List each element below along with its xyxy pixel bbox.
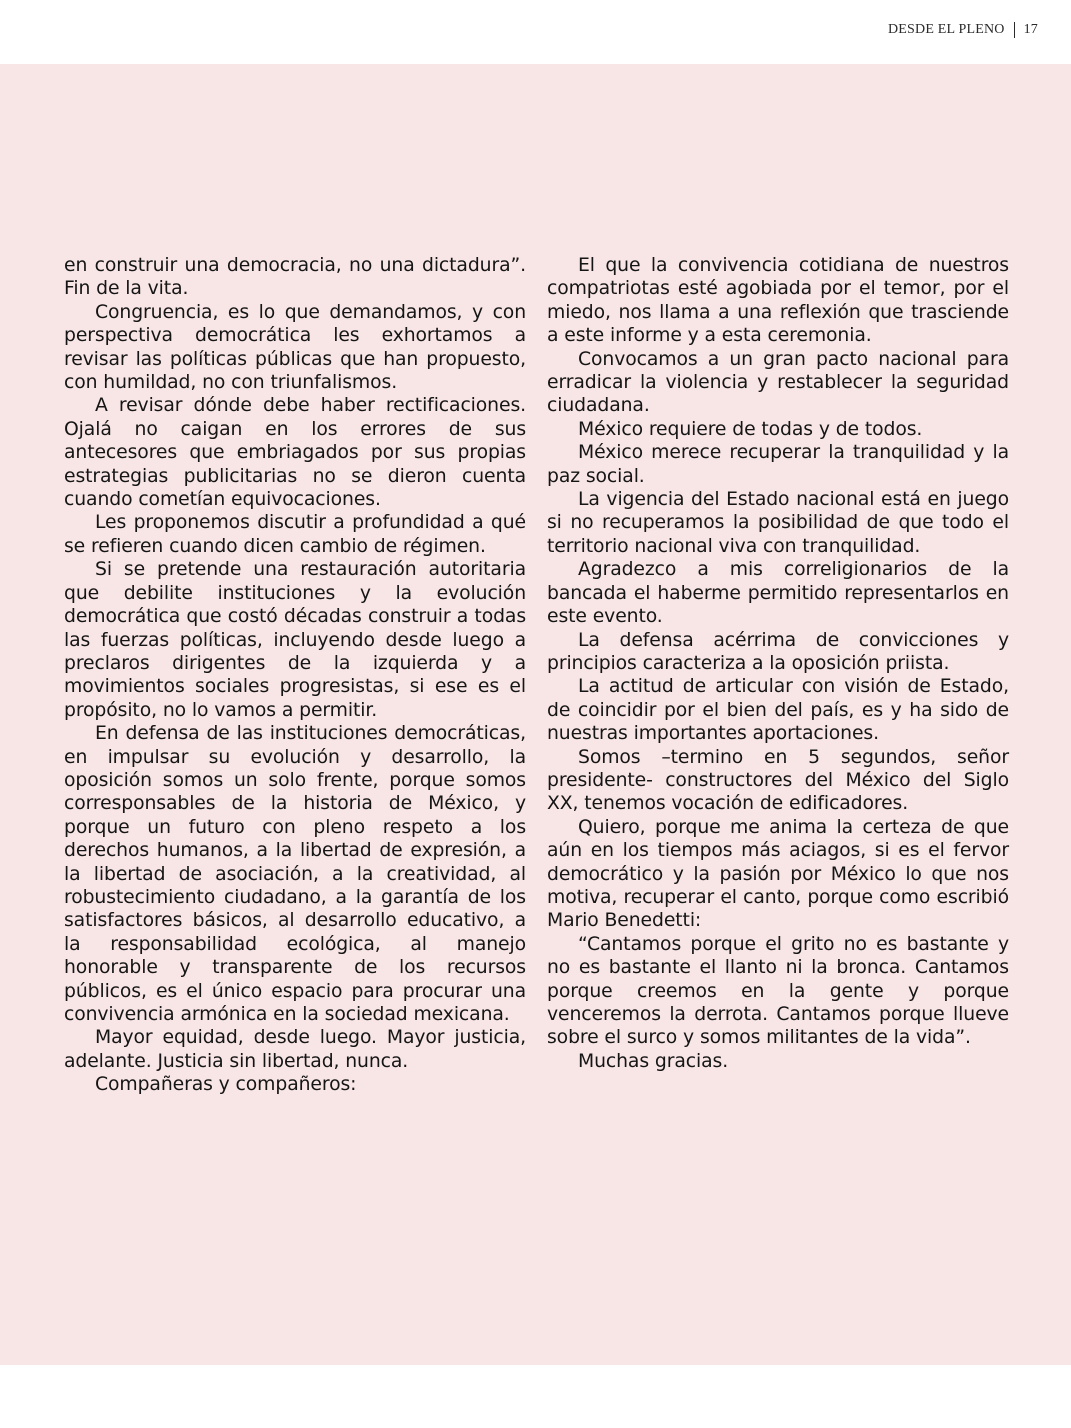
paragraph: Somos –termino en 5 segundos, señor presidente- constructores del México del Siglo XX, tenemos vocación de edificadores. xyxy=(547,746,1009,815)
paragraph: Convocamos a un gran pacto nacional para erradicar la violencia y restablecer la seguridad ciudadana. xyxy=(547,348,1009,417)
paragraph: en construir una democracia, no una dictadura”. Fin de la vita. xyxy=(64,255,526,300)
page-number: 17 xyxy=(1023,22,1038,37)
paragraph: Si se pretende una restauración autoritaria que debilite instituciones y la evolución democrática que costó décadas construir a todas las fuerzas políticas, incluyendo desde luego a preclaros dirigentes de la izquierda y a movimientos sociales progresistas, si ese es el propósito, no lo vamos a permitir. xyxy=(64,559,526,721)
paragraph: Muchas gracias. xyxy=(578,1050,729,1072)
paragraph: En defensa de las instituciones democráticas, en impulsar su evolución y desarrollo, la oposición somos un solo frente, porque somos corresponsables de la historia de México, y porque un futuro con pleno respeto a los derechos humanos, a la libertad de expresión, a la libertad de asociación, a la creatividad, al robustecimiento ciudadano, a la garantía de los satisfactores básicos, al desarrollo educativo, a la responsabilidad ecológica, al manejo honorable y transparente de los recursos públicos, es el único espacio para procurar una convivencia armónica en la sociedad mexicana. xyxy=(64,723,526,1025)
left-column xyxy=(64,254,526,1097)
paragraph: México requiere de todas y de todos. xyxy=(578,418,923,440)
paragraph: El que la convivencia cotidiana de nuestros compatriotas esté agobiada por el temor, por el miedo, nos llama a una reflexión que trasciende a este informe y a esta ceremonia. xyxy=(547,255,1009,347)
right-column xyxy=(547,254,1009,1073)
running-header xyxy=(888,22,1038,38)
paragraph: Agradezco a mis correligionarios de la bancada el haberme permitido representarlos en este evento. xyxy=(547,559,1009,628)
paragraph: La defensa acérrima de convicciones y principios caracteriza a la oposición priista. xyxy=(547,629,1009,674)
header-divider xyxy=(1014,22,1015,38)
paragraph: Quiero, porque me anima la certeza de que aún en los tiempos más aciagos, si es el fervor democrático y la pasión por México lo que nos motiva, recuperar el canto, porque como escribió Mario Benedetti: xyxy=(547,816,1009,932)
paragraph: México merece recuperar la tranquilidad y la paz social. xyxy=(547,442,1009,487)
paragraph: “Cantamos porque el grito no es bastante y no es bastante el llanto ni la bronca. Cantamos porque creemos en la gente y porque venceremos la derrota. Cantamos porque llueve sobre el surco y somos militantes de la vida”. xyxy=(547,933,1009,1049)
paragraph: La actitud de articular con visión de Estado, de coincidir por el bien del país, es y ha sido de nuestras importantes aportaciones. xyxy=(547,676,1009,745)
paragraph: A revisar dónde debe haber rectificaciones. Ojalá no caigan en los errores de sus antecesores que embriagados por sus propias estrategias publicitarias no se dieron cuenta cuando cometían equivocaciones. xyxy=(64,395,526,511)
paragraph: Compañeras y compañeros: xyxy=(95,1074,357,1096)
paragraph: Congruencia, es lo que demandamos, y con perspectiva democrática les exhortamos a revisar las políticas públicas que han propuesto, con humildad, no con triunfalismos. xyxy=(64,301,526,394)
paragraph: Les proponemos discutir a profundidad a qué se refieren cuando dicen cambio de régimen. xyxy=(64,512,526,557)
paragraph: La vigencia del Estado nacional está en juego si no recuperamos la posibilidad de que todo el territorio nacional viva con tranquilidad. xyxy=(547,489,1009,557)
section-title: DESDE EL PLENO xyxy=(887,22,1005,37)
paragraph: Mayor equidad, desde luego. Mayor justicia, adelante. Justicia sin libertad, nunca. xyxy=(64,1027,526,1072)
